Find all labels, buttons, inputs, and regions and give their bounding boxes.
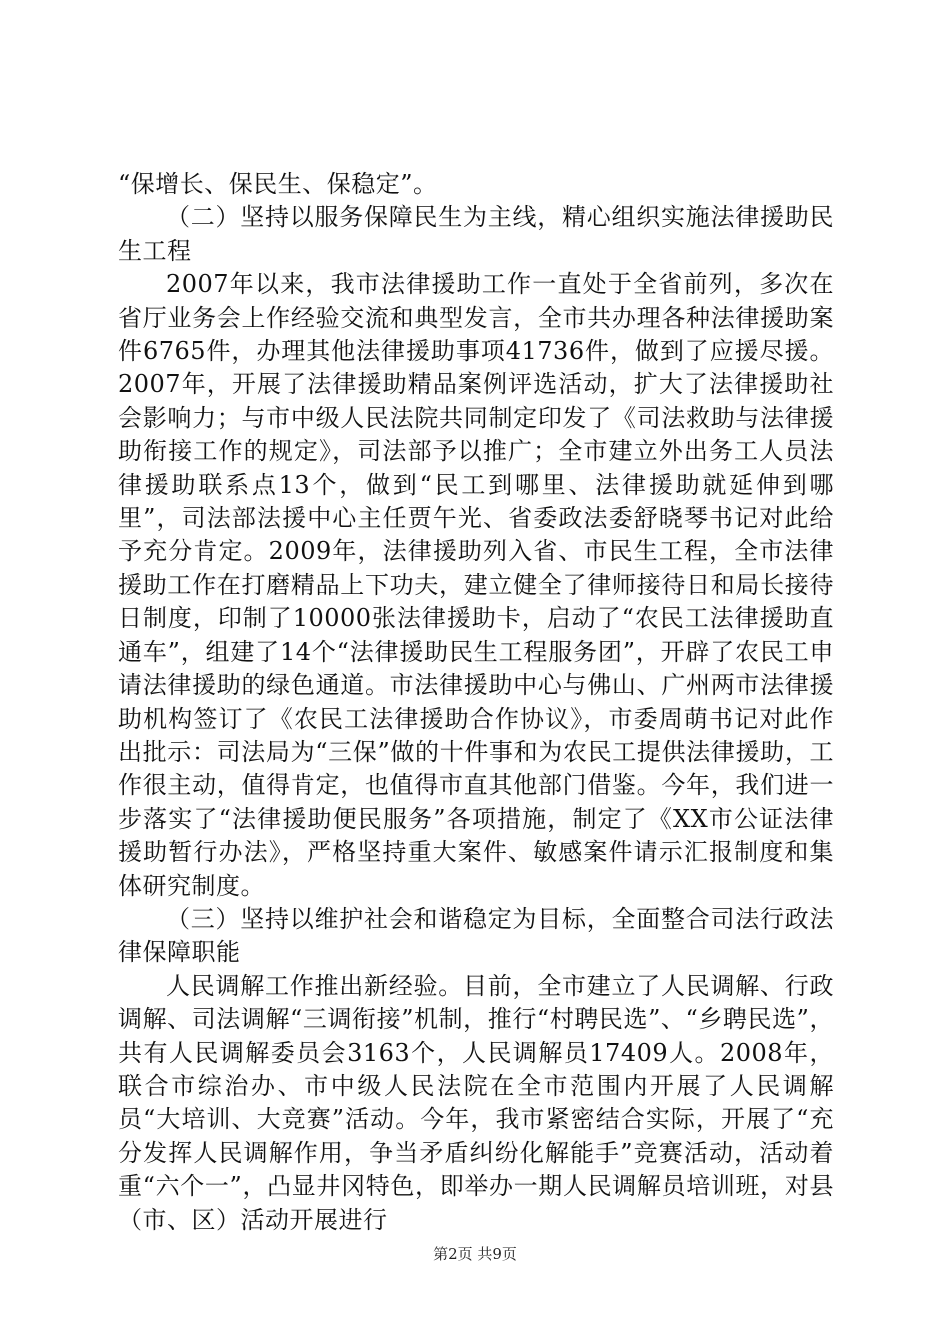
paragraph-continuation: “保增长、保民生、保稳定”。 (118, 170, 438, 198)
section-heading-2: （二）坚持以服务保障民生为主线，精心组织实施法律援助民生工程 (118, 203, 834, 265)
paragraph-mediation: 人民调解工作推出新经验。目前，全市建立了人民调解、行政调解、司法调解“三调衔接”机制，推行“村聘民选”、“乡聘民选”，共有人民调解委员会3163个，人民调解员17409人。2008年，联合市综治办、市中级人民法院在全市范围内开展了人民调解员“大培训、大竞赛”活动。今年，我市紧密结合实际，开展了“充分发挥人民调解作用，争当矛盾纠纷化解能手”竞赛活动，活动着重“六个一”，凸显井冈特色，即举办一期人民调解员培训班，对县（市、区）活动开展进行 (118, 971, 834, 1234)
body-text (118, 168, 834, 1237)
paragraph-legal-aid: 2007年以来，我市法律援助工作一直处于全省前列，多次在省厅业务会上作经验交流和典型发言，全市共办理各种法律援助案件6765件，办理其他法律援助事项41736件，做到了应援尽援。2007年，开展了法律援助精品案例评选活动，扩大了法律援助社会影响力；与市中级人民法院共同制定印发了《司法救助与法律援助衔接工作的规定》，司法部予以推广；全市建立外出务工人员法律援助联系点13个，做到“民工到哪里、法律援助就延伸到哪里”，司法部法援中心主任贾午光、省委政法委舒晓琴书记对此给予充分肯定。2009年，法律援助列入省、市民生工程，全市法律援助工作在打磨精品上下功夫，建立健全了律师接待日和局长接待日制度，印制了10000张法律援助卡，启动了“农民工法律援助直通车”，组建了14个“法律援助民生工程服务团”，开辟了农民工申请法律援助的绿色通道。市法律援助中心与佛山、广州两市法律援助机构签订了《农民工法律援助合作协议》，市委周萌书记对此作出批示：司法局为“三保”做的十件事和为农民工提供法律援助，工作很主动，值得肯定，也值得市直其他部门借鉴。今年，我们进一步落实了“法律援助便民服务”各项措施，制定了《XX市公证法律援助暂行办法》，严格坚持重大案件、敏感案件请示汇报制度和集体研究制度。 (118, 270, 834, 900)
section-heading-3: （三）坚持以维护社会和谐稳定为目标，全面整合司法行政法律保障职能 (118, 904, 834, 967)
page-footer: 第2页 共9页 (433, 1245, 517, 1263)
